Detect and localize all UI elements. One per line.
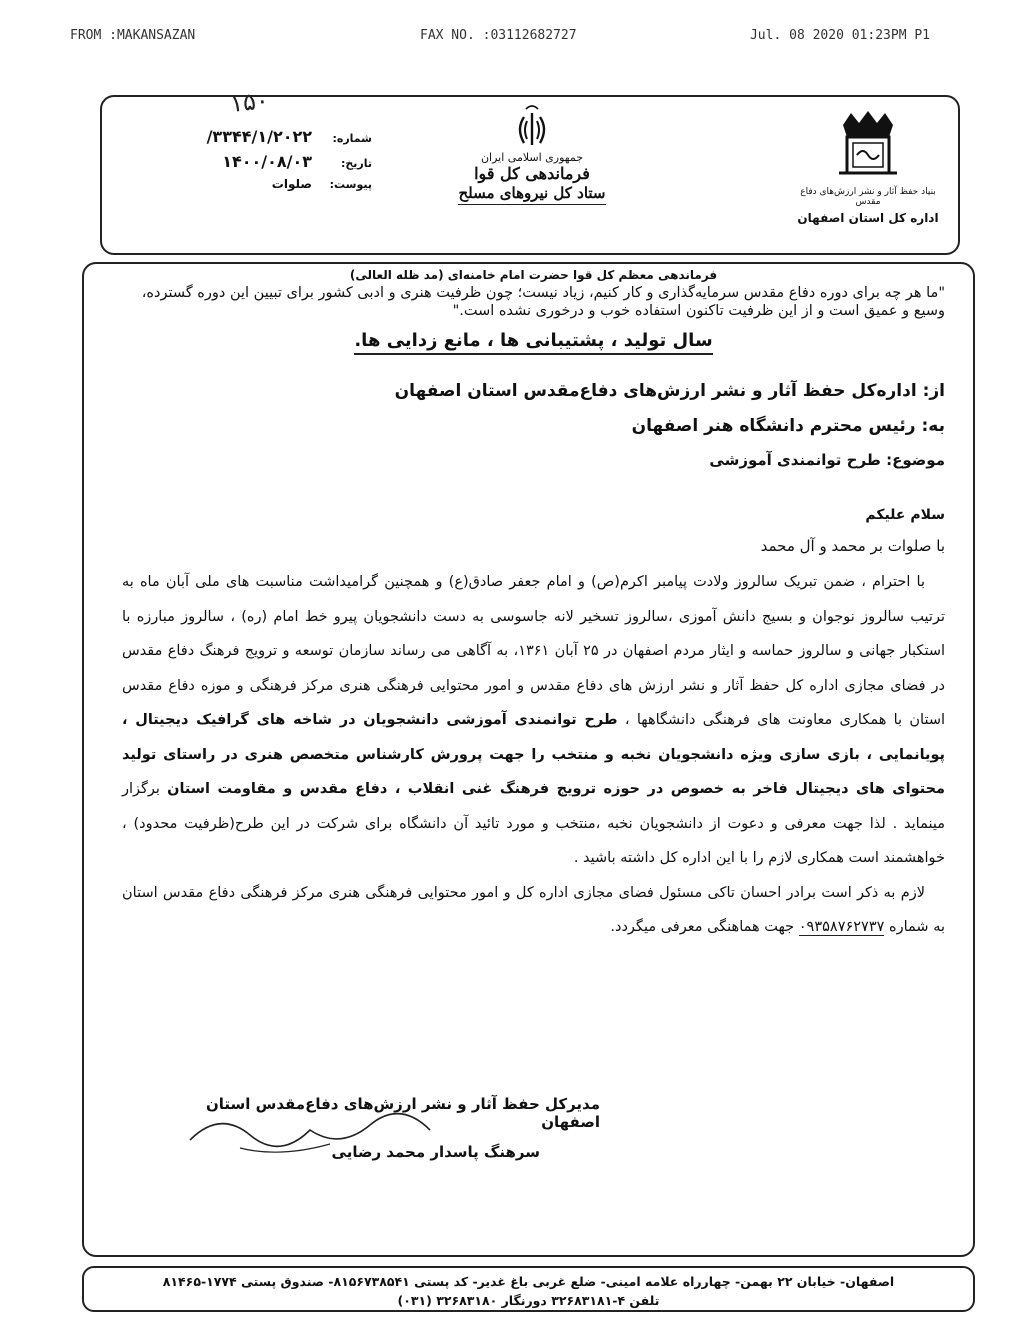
paragraph-highlight: طرح توانمندی آموزشی دانشجویان در شاخه های گرافیک دیجیتال ، پویانمایی ، بازی سازی ویژه دانشجویان نخبه و منتخب را جهت پرورش کارشناس متخصص هنری در راستای تولید محتوای های دیجیتال فاخر به خصوص در حوزه ترویج فرهنگ غنی انقلاب ، دفاع مقدس و مقاومت استان xyxy=(122,712,946,797)
contact-text: لازم به ذکر است برادر احسان تاکی مسئول فضای مجازی اداره کل و امور محتوایی فرهنگی هنری مرکز فرهنگی دفاع مقدس استان به شماره xyxy=(122,884,945,935)
paragraph-intro: با احترام ، ضمن تبریک سالروز ولادت پیامبر اکرم(ص) و امام جعفر صادق(ع) و همچنین گرامیداشت مناسبت های ملی آبان ماه به ترتیب سالروز نوجوان و بسیج دانش آموزی ،سالروز تسخیر لانه جاسوسی به دست دانشجویان پیرو خط امام (ره) ، سالروز مبارزه با استکبار جهانی و سالروز حماسه و ایثار مردم اصفهان در ۲۵ آبان ۱۳۶۱، به آگاهی می رساند سازمان توسعه و ترویج فرهنگ دفاع مقدس در فضای مجازی اداره کل حفظ آثار و نشر ارزش های دفاع مقدس و امور محتوایی فرهنگی هنری مرکز فرهنگی و موزه دفاع مقدس استان با همکاری معاونت های فرهنگی دانشگاهها ، xyxy=(122,574,946,728)
fax-header xyxy=(70,28,930,48)
paragraph-request: برگزار مینماید . لذا جهت معرفی و دعوت از دانشجویان نخبه ،منتخب و مورد تائید آن دانشگاه برای شرکت در این طرح(ظرفیت محدود) ، خواهشمند است همکاری لازم را با این اداره کل داشته باشید . xyxy=(122,781,945,866)
from-line: از: اداره‌کل حفظ آثار و نشر ارزش‌های دفاع‌مقدس استان اصفهان xyxy=(394,381,945,401)
fax-from: FROM :MAKANSAZAN xyxy=(70,28,196,43)
signer-title: مدیرکل حفظ آثار و نشر ارزش‌های دفاع‌مقدس استان اصفهان xyxy=(205,1095,600,1131)
footer-address-line: اصفهان- خیابان ۲۲ بهمن- چهارراه علامه امینی- ضلع غربی باغ غدیر- کد پستی ۸۱۵۶۷۳۸۵۴۱- صندوق پستی ۱۷۷۴-۸۱۴۶۵ xyxy=(162,1274,895,1289)
fax-number: FAX NO. :03112682727 xyxy=(420,28,577,43)
letterhead xyxy=(100,95,960,255)
contact-phone: ۰۹۳۵۸۷۶۲۷۳۷ xyxy=(798,919,885,935)
staff-label: ستاد کل نیروهای مسلح xyxy=(458,184,605,205)
contact-paragraph xyxy=(122,876,945,945)
date-label: تاریخ: xyxy=(340,157,372,170)
to-line: به: رئیس محترم دانشگاه هنر اصفهان xyxy=(631,416,945,436)
signature-scribble-icon xyxy=(180,1100,440,1160)
quote-heading: فرماندهی معظم کل قوا حضرت امام خامنه‌ای (مد ظله العالی) xyxy=(349,268,718,282)
attachment-label: پیوست: xyxy=(329,178,372,191)
subject-line: موضوع: طرح توانمندی آموزشی xyxy=(709,451,945,469)
year-slogan xyxy=(122,330,945,351)
handwritten-mark: ۱۵۰ xyxy=(228,86,271,118)
quote-text: "ما هر چه برای دوره دفاع مقدس سرمایه‌گذاری و کار کنیم، زیاد نیست؛ چون ظرفیت هنری و ادبی کشور برای تبیین این دوره گسترده، وسیع و عمیق است و از این ظرفیت تاکنون استفاده خوب و درخوری نشده است." xyxy=(141,285,945,319)
organization-block xyxy=(788,105,948,225)
letter-meta xyxy=(142,127,372,197)
province-office: اداره کل استان اصفهان xyxy=(797,211,939,225)
footer-phone-line: تلفن ۴-۳۲۶۸۳۱۸۱ دورنگار ۳۲۶۸۳۱۸۰ (۰۳۱) xyxy=(397,1293,660,1308)
number-value: ۳۳۴۴/۱/۲۰۲۲/ xyxy=(206,127,312,146)
republic-label: جمهوری اسلامی ایران xyxy=(480,151,584,164)
signer-name: سرهنگ پاسدار محمد رضایی xyxy=(331,1143,540,1161)
foundation-name: بنیاد حفظ آثار و نشر ارزش‌های دفاع مقدس xyxy=(800,187,936,207)
command-label: فرماندهی کل قوا xyxy=(474,164,590,183)
letterhead-center xyxy=(432,103,632,205)
letter-content xyxy=(82,262,975,945)
salavat-line: با صلوات بر محمد و آل محمد xyxy=(760,537,945,555)
iran-emblem-icon xyxy=(512,103,552,149)
foundation-logo-icon xyxy=(829,105,907,183)
footer-address xyxy=(82,1266,975,1312)
main-paragraph xyxy=(122,565,945,876)
number-label: شماره: xyxy=(332,132,372,145)
fax-datetime: Jul. 08 2020 01:23PM P1 xyxy=(749,28,930,43)
attachment-value: صلوات xyxy=(271,177,312,191)
year-slogan-text: سال تولید ، پشتیبانی ها ، مانع زدایی ها. xyxy=(354,330,712,355)
date-value: ۱۴۰۰/۰۸/۰۳ xyxy=(222,152,312,171)
letter-routing xyxy=(122,381,945,469)
contact-text-end: جهت هماهنگی معرفی میگردد. xyxy=(610,919,795,935)
greeting: سلام علیکم xyxy=(865,507,945,523)
